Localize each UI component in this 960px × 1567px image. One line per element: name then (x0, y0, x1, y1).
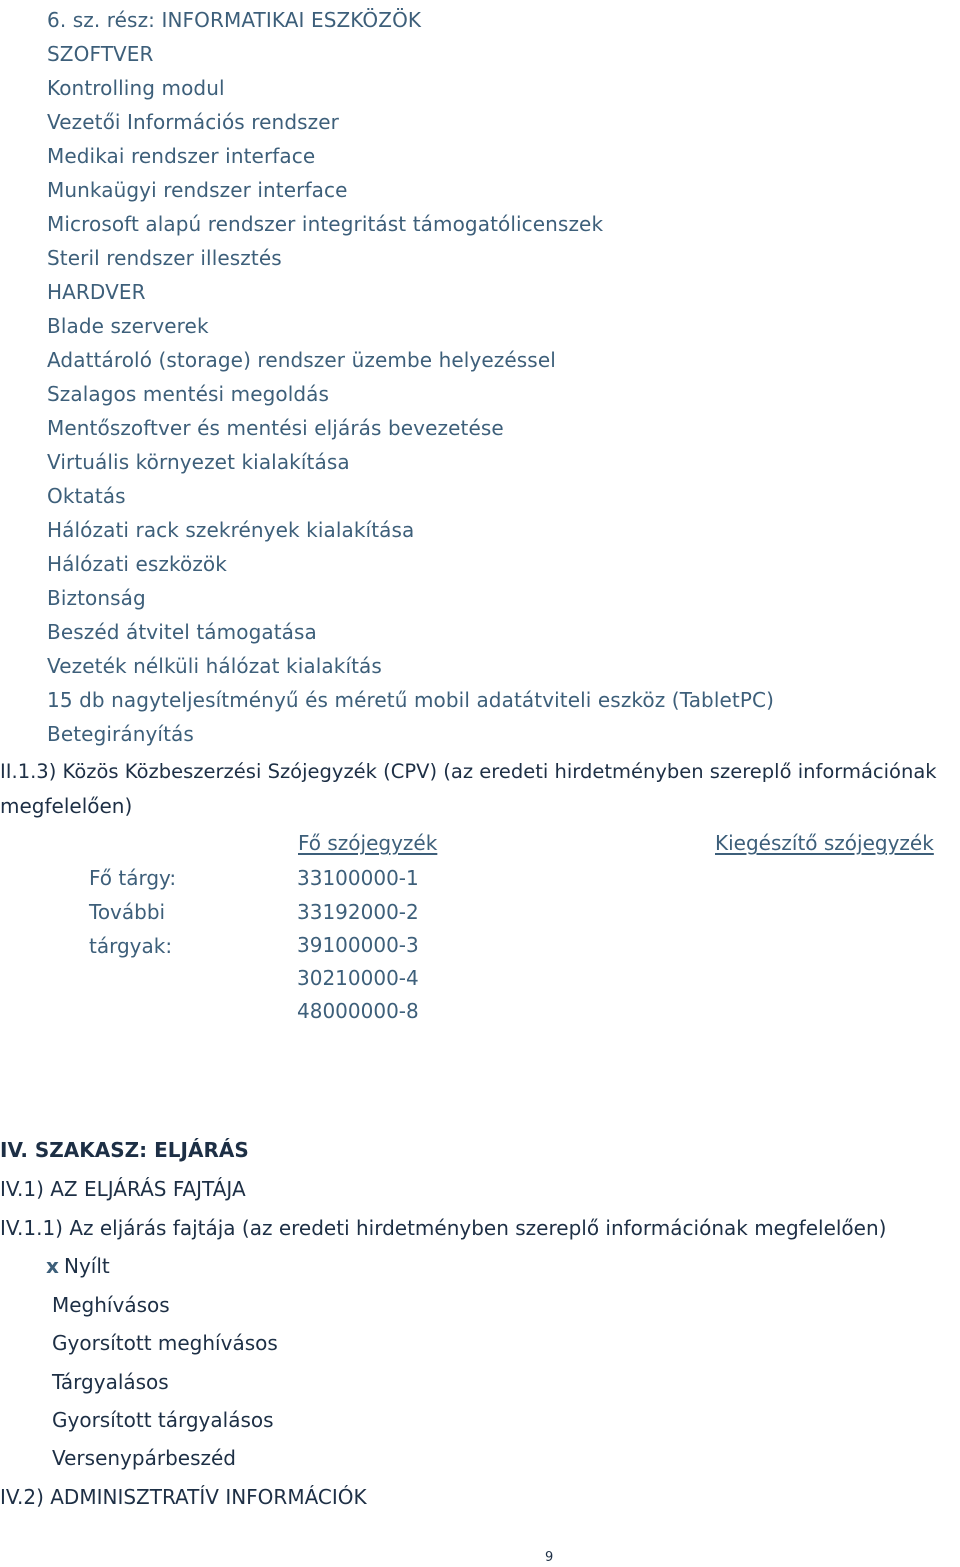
list-item: 15 db nagyteljesítményű és méretű mobil adatátviteli eszköz (TabletPC) (47, 688, 774, 712)
list-item: Virtuális környezet kialakítása (47, 450, 350, 474)
cpv-heading: II.1.3) Közös Közbeszerzési Szójegyzék (CPV) (az eredeti hirdetményben szereplő információnak (0, 760, 937, 783)
procedure-option: Tárgyalásos (52, 1370, 169, 1394)
subsection-title: IV.2) ADMINISZTRATÍV INFORMÁCIÓK (0, 1485, 367, 1509)
list-item: Mentőszoftver és mentési eljárás bevezetése (47, 416, 504, 440)
list-item: Vezeték nélküli hálózat kialakítás (47, 654, 382, 678)
procedure-option-open: Nyílt (64, 1254, 110, 1278)
subsection-title: IV.1) AZ ELJÁRÁS FAJTÁJA (0, 1177, 246, 1201)
list-item: Betegirányítás (47, 722, 194, 746)
subsection-title: IV.1.1) Az eljárás fajtája (az eredeti hirdetményben szereplő információnak megfelelően) (0, 1216, 887, 1240)
list-item: Munkaügyi rendszer interface (47, 178, 348, 202)
list-item: Blade szerverek (47, 314, 209, 338)
list-item: Steril rendszer illesztés (47, 246, 282, 270)
cpv-additional-label: További (89, 900, 166, 924)
list-item: Szalagos mentési megoldás (47, 382, 330, 406)
list-item: Hálózati rack szekrények kialakítása (47, 518, 415, 542)
procedure-option: Gyorsított tárgyalásos (52, 1408, 274, 1432)
cpv-code: 33192000-2 (297, 900, 419, 924)
list-item: Kontrolling modul (47, 76, 225, 100)
procedure-option: Meghívásos (52, 1293, 170, 1317)
list-item: HARDVER (47, 280, 146, 304)
list-item: Medikai rendszer interface (47, 144, 316, 168)
list-item: Oktatás (47, 484, 126, 508)
list-item: 6. sz. rész: INFORMATIKAI ESZKÖZÖK (47, 8, 422, 32)
procedure-option: Versenypárbeszéd (52, 1446, 236, 1470)
cpv-supplementary-header: Kiegészítő szójegyzék (715, 831, 934, 855)
cpv-heading-cont: megfelelően) (0, 794, 133, 818)
section-title: IV. SZAKASZ: ELJÁRÁS (0, 1138, 249, 1162)
cpv-main-object-label: Fő tárgy: (89, 866, 177, 890)
cpv-additional-label-cont: tárgyak: (89, 934, 173, 958)
list-item: Adattároló (storage) rendszer üzembe helyezéssel (47, 348, 556, 372)
cpv-code: 30210000-4 (297, 966, 419, 990)
selected-checkmark: x (46, 1254, 59, 1278)
list-item: Beszéd átvitel támogatása (47, 620, 317, 644)
list-item: Hálózati eszközök (47, 552, 227, 576)
cpv-code: 48000000-8 (297, 999, 419, 1023)
list-item: Microsoft alapú rendszer integritást támogatólicenszek (47, 212, 604, 236)
list-item: Vezetői Információs rendszer (47, 110, 339, 134)
page-number: 9 (545, 1550, 554, 1565)
list-item: SZOFTVER (47, 42, 154, 66)
procedure-option: Gyorsított meghívásos (52, 1331, 278, 1355)
cpv-code: 33100000-1 (297, 866, 419, 890)
list-item: Biztonság (47, 586, 146, 610)
cpv-code: 39100000-3 (297, 933, 419, 957)
cpv-main-header: Fő szójegyzék (298, 831, 438, 855)
